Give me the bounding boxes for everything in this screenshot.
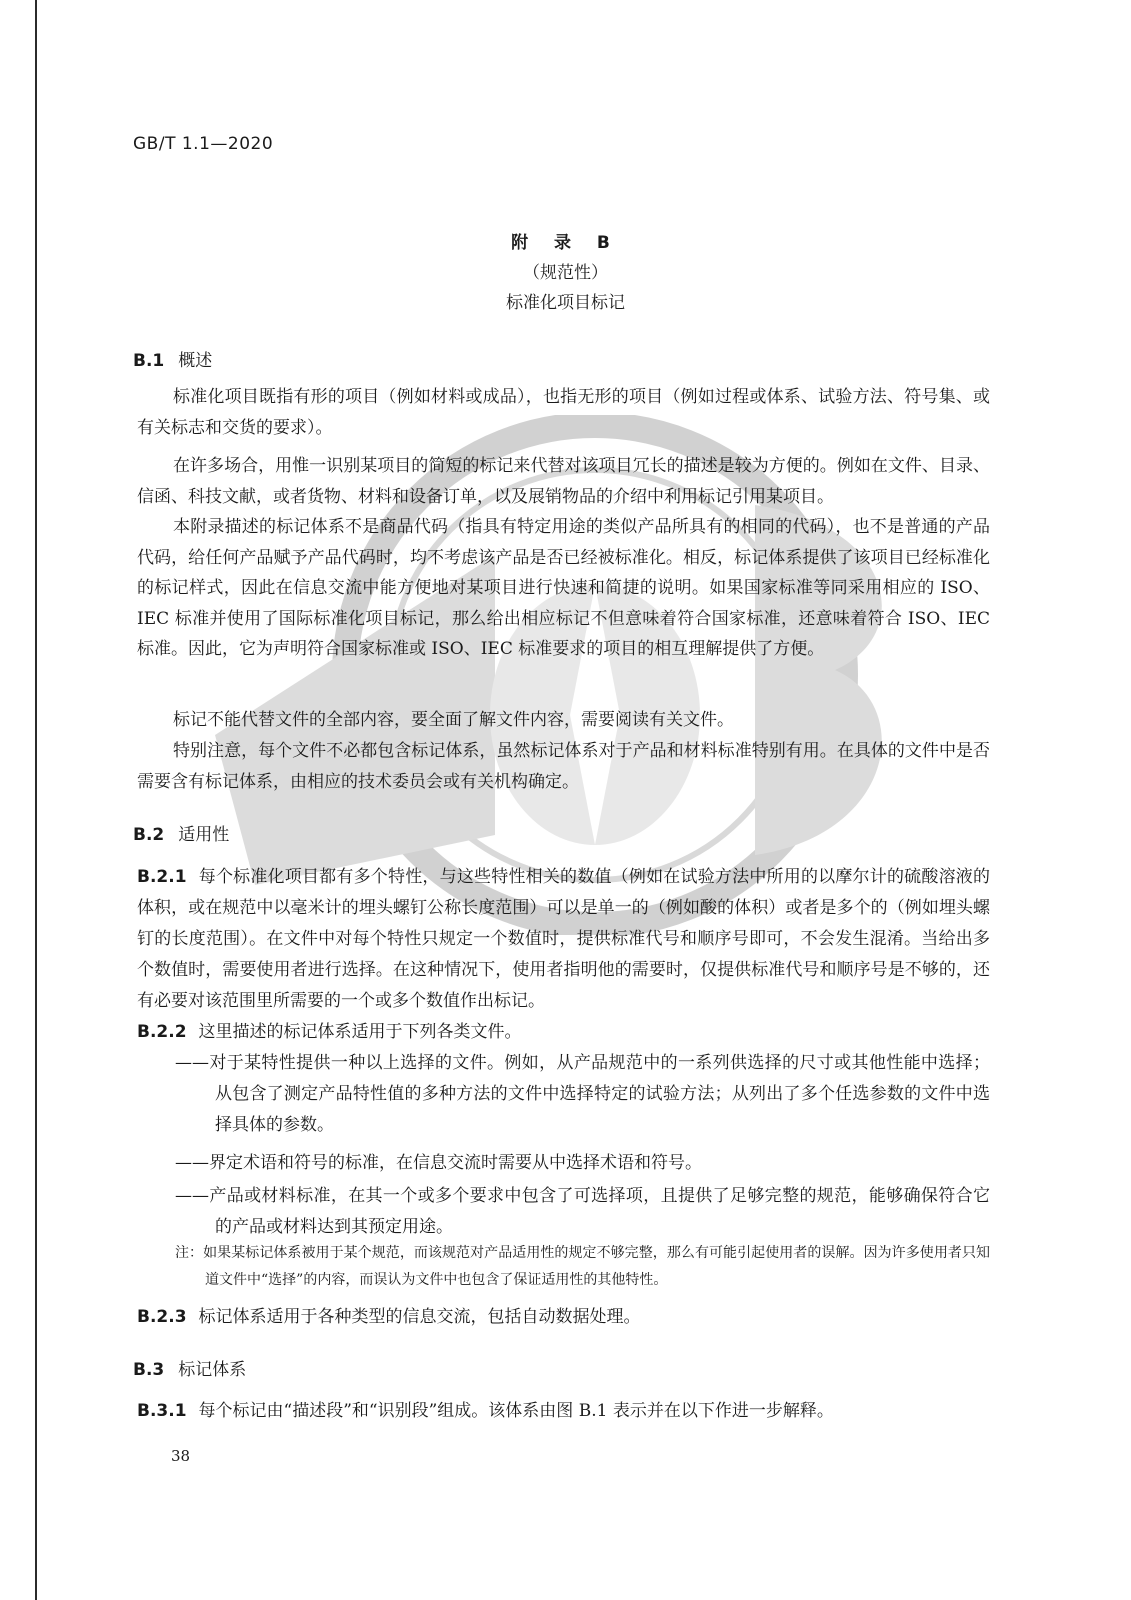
standard-code: GB/T 1.1—2020 — [133, 134, 274, 154]
paragraph: 特别注意，每个文件不必都包含标记体系，虽然标记体系对于产品和材料标准特别有用。在具体的文件中是否需要含有标记体系，由相应的技术委员会或有关机构确定。 — [137, 741, 990, 792]
page-number: 38 — [171, 1447, 191, 1465]
clause-text: 每个标准化项目都有多个特性，与这些特性相关的数值（例如在试验方法中所用的以摩尔计的硫酸溶液的体积，或在规范中以毫米计的埋头螺钉公称长度范围）可以是单一的（例如酸的体积）或者是多个的（例如埋头螺钉的长度范围）。在文件中对每个特性只规定一个数值时，提供标准代号和顺序号即可，不会发生混淆。当给出多个数值时，需要使用者进行选择。在这种情况下，使用者指明他的需要时，仅提供标准代号和顺序号是不够的，还有必要对该范围里所需要的一个或多个数值作出标记。 — [137, 867, 990, 1011]
clause-b2-2 — [137, 1017, 990, 1048]
section-heading-b1 — [133, 346, 212, 371]
clause-b3-1 — [137, 1396, 990, 1427]
section-title: 适用性 — [178, 825, 230, 845]
clause-number: B.3.1 — [137, 1401, 187, 1421]
clause-b2-1 — [137, 862, 990, 1017]
clause-text: 每个标记由“描述段”和“识别段”组成。该体系由图 B.1 表示并在以下作进一步解释。 — [198, 1401, 834, 1421]
section-heading-b3 — [133, 1355, 246, 1380]
section-title: 概述 — [178, 351, 213, 371]
appendix-nature: （规范性） — [523, 263, 608, 283]
paragraph: 标准化项目既指有形的项目（例如材料或成品），也指无形的项目（例如过程或体系、试验方法、符号集、或有关标志和交货的要求）。 — [137, 387, 990, 438]
section-heading-b2 — [133, 820, 229, 845]
appendix-heading: 标准化项目标记 — [506, 293, 625, 313]
clause-text: 标记体系适用于各种类型的信息交流，包括自动数据处理。 — [198, 1307, 641, 1327]
clause-number: B.2.2 — [137, 1022, 187, 1042]
note: 注：如果某标记体系被用于某个规范，而该规范对产品适用性的规定不够完整，那么有可能引起使用者的误解。因为许多使用者只知道文件中“选择”的内容，而误认为文件中也包含了保证适用性的其他特性。 — [175, 1245, 990, 1288]
list-item: ——对于某特性提供一种以上选择的文件。例如，从产品规范中的一系列供选择的尺寸或其他性能中选择；从包含了测定产品特性值的多种方法的文件中选择特定的试验方法；从列出了多个任选参数的文件中选择具体的参数。 — [175, 1053, 990, 1135]
section-title: 标记体系 — [178, 1360, 247, 1380]
list-item: ——界定术语和符号的标准，在信息交流时需要从中选择术语和符号。 — [175, 1153, 702, 1173]
clause-b2-3 — [137, 1302, 990, 1333]
clause-number: B.2.1 — [137, 867, 187, 887]
clause-number: B.2.3 — [137, 1307, 187, 1327]
appendix-title: 附 录 B — [511, 233, 620, 253]
section-number: B.3 — [133, 1360, 165, 1380]
clause-text: 这里描述的标记体系适用于下列各类文件。 — [198, 1022, 522, 1042]
section-number: B.1 — [133, 351, 165, 371]
paragraph: 本附录描述的标记体系不是商品代码（指具有特定用途的类似产品所具有的相同的代码），也不是普通的产品代码，给任何产品赋予产品代码时，均不考虑该产品是否已经被标准化。相反，标记体系提供了该项目已经标准化的标记样式，因此在信息交流中能方便地对某项目进行快速和简捷的说明。如果国家标准等同采用相应的 ISO、IEC 标准并使用了国际标准化项目标记，那么给出相应标记不但意味着符合国家标准，还意味着符合 ISO、IEC 标准。因此，它为声明符合国家标准或 ISO、IEC 标准要求的项目的相互理解提供了方便。 — [137, 517, 990, 659]
section-number: B.2 — [133, 825, 165, 845]
paragraph: 标记不能代替文件的全部内容，要全面了解文件内容，需要阅读有关文件。 — [173, 710, 734, 730]
paragraph: 在许多场合，用惟一识别某项目的简短的标记来代替对该项目冗长的描述是较为方便的。例如在文件、目录、信函、科技文献，或者货物、材料和设备订单，以及展销物品的介绍中利用标记引用某项目。 — [137, 456, 990, 507]
list-item: ——产品或材料标准，在其一个或多个要求中包含了可选择项，且提供了足够完整的规范，能够确保符合它的产品或材料达到其预定用途。 — [175, 1186, 990, 1237]
